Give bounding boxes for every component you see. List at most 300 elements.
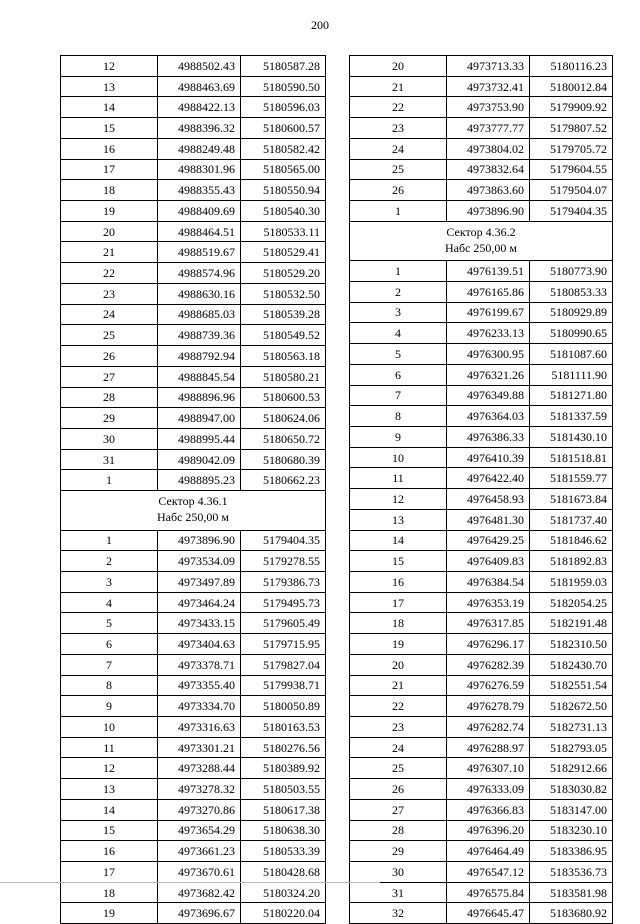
coordinate-row [61, 97, 326, 118]
x-coordinate: 4973278.32 [158, 779, 241, 800]
point-number: 20 [61, 221, 158, 242]
point-number: 10 [61, 717, 158, 738]
coordinate-row [350, 447, 613, 468]
section-depth: Набс 250,00 м [444, 240, 518, 255]
x-coordinate: 4973270.86 [158, 799, 241, 820]
x-coordinate: 4988463.69 [158, 76, 241, 97]
coordinate-row [350, 138, 613, 159]
x-coordinate: 4976278.79 [447, 696, 530, 717]
y-coordinate: 5181430.10 [530, 426, 613, 447]
coordinate-row [350, 261, 613, 282]
point-number: 12 [61, 758, 158, 779]
point-number: 7 [61, 654, 158, 675]
y-coordinate: 5183230.10 [530, 820, 613, 841]
coordinate-row [61, 346, 326, 367]
y-coordinate: 5179827.04 [241, 654, 326, 675]
y-coordinate: 5180533.39 [241, 841, 326, 862]
x-coordinate: 4973777.77 [447, 118, 530, 139]
x-coordinate: 4973334.70 [158, 696, 241, 717]
x-coordinate: 4988792.94 [158, 346, 241, 367]
coordinate-row [61, 138, 326, 159]
x-coordinate: 4973288.44 [158, 758, 241, 779]
point-number: 14 [61, 799, 158, 820]
point-number: 20 [350, 56, 447, 77]
x-coordinate: 4988502.43 [158, 56, 241, 77]
x-coordinate: 4976410.39 [447, 447, 530, 468]
x-coordinate: 4976386.33 [447, 426, 530, 447]
point-number: 25 [61, 325, 158, 346]
y-coordinate: 5180389.92 [241, 758, 326, 779]
point-number: 5 [350, 344, 447, 365]
coordinate-row [61, 592, 326, 613]
x-coordinate: 4988947.00 [158, 408, 241, 429]
x-coordinate: 4976547.12 [447, 862, 530, 883]
x-coordinate: 4973682.42 [158, 882, 241, 903]
x-coordinate: 4976282.74 [447, 717, 530, 738]
y-coordinate: 5181518.81 [530, 447, 613, 468]
x-coordinate: 4973670.61 [158, 862, 241, 883]
x-coordinate: 4973378.71 [158, 654, 241, 675]
x-coordinate: 4988630.16 [158, 283, 241, 304]
section-header [350, 221, 613, 260]
point-number: 3 [61, 571, 158, 592]
x-coordinate: 4973497.89 [158, 571, 241, 592]
y-coordinate: 5179605.49 [241, 613, 326, 634]
y-coordinate: 5179504.07 [530, 180, 613, 201]
y-coordinate: 5182191.48 [530, 613, 613, 634]
y-coordinate: 5180163.53 [241, 717, 326, 738]
left-coordinates-table [60, 55, 326, 924]
x-coordinate: 4976139.51 [447, 261, 530, 282]
y-coordinate: 5180582.42 [241, 138, 326, 159]
point-number: 1 [61, 470, 158, 491]
x-coordinate: 4976333.09 [447, 779, 530, 800]
point-number: 14 [350, 530, 447, 551]
point-number: 24 [350, 737, 447, 758]
y-coordinate: 5181846.62 [530, 530, 613, 551]
coordinate-row [61, 118, 326, 139]
point-number: 30 [350, 862, 447, 883]
coordinate-row [61, 408, 326, 429]
y-coordinate: 5182672.50 [530, 696, 613, 717]
coordinate-row [350, 903, 613, 924]
y-coordinate: 5179404.35 [530, 201, 613, 222]
coordinate-row [350, 530, 613, 551]
coordinate-row [350, 159, 613, 180]
point-number: 25 [350, 159, 447, 180]
point-number: 30 [61, 428, 158, 449]
x-coordinate: 4976233.13 [447, 323, 530, 344]
y-coordinate: 5180650.72 [241, 428, 326, 449]
coordinate-row [61, 366, 326, 387]
y-coordinate: 5179715.95 [241, 634, 326, 655]
coordinate-row [350, 180, 613, 201]
point-number: 13 [350, 509, 447, 530]
x-coordinate: 4976282.39 [447, 654, 530, 675]
point-number: 2 [61, 551, 158, 572]
y-coordinate: 5179705.72 [530, 138, 613, 159]
coordinate-row [61, 799, 326, 820]
point-number: 27 [350, 799, 447, 820]
x-coordinate: 4976276.59 [447, 675, 530, 696]
coordinate-row [350, 758, 613, 779]
coordinate-row [61, 180, 326, 201]
x-coordinate: 4976300.95 [447, 344, 530, 365]
point-number: 16 [61, 138, 158, 159]
coordinate-row [350, 468, 613, 489]
x-coordinate: 4976321.26 [447, 364, 530, 385]
x-coordinate: 4976575.84 [447, 882, 530, 903]
right-coordinates-table [349, 55, 613, 924]
coordinate-row [61, 221, 326, 242]
y-coordinate: 5180565.00 [241, 159, 326, 180]
coordinate-row [350, 323, 613, 344]
x-coordinate: 4976317.85 [447, 613, 530, 634]
x-coordinate: 4988519.67 [158, 242, 241, 263]
section-depth: Набс 250,00 м [156, 510, 230, 525]
point-number: 23 [61, 283, 158, 304]
point-number: 1 [61, 530, 158, 551]
point-number: 6 [61, 634, 158, 655]
point-number: 4 [350, 323, 447, 344]
coordinate-row [61, 56, 326, 77]
x-coordinate: 4973433.15 [158, 613, 241, 634]
point-number: 19 [61, 903, 158, 924]
coordinate-row [61, 758, 326, 779]
coordinate-row [61, 903, 326, 924]
x-coordinate: 4989042.09 [158, 449, 241, 470]
y-coordinate: 5183536.73 [530, 862, 613, 883]
x-coordinate: 4988355.43 [158, 180, 241, 201]
y-coordinate: 5180529.20 [241, 263, 326, 284]
y-coordinate: 5181087.60 [530, 344, 613, 365]
coordinate-row [61, 862, 326, 883]
point-number: 9 [350, 426, 447, 447]
point-number: 18 [61, 180, 158, 201]
point-number: 15 [61, 820, 158, 841]
x-coordinate: 4988422.13 [158, 97, 241, 118]
y-coordinate: 5181559.77 [530, 468, 613, 489]
coordinate-row [350, 406, 613, 427]
x-coordinate: 4976366.83 [447, 799, 530, 820]
x-coordinate: 4976288.97 [447, 737, 530, 758]
point-number: 3 [350, 302, 447, 323]
x-coordinate: 4976384.54 [447, 571, 530, 592]
coordinate-row [61, 387, 326, 408]
y-coordinate: 5181892.83 [530, 551, 613, 572]
coordinate-row [350, 56, 613, 77]
point-number: 21 [350, 675, 447, 696]
point-number: 16 [61, 841, 158, 862]
y-coordinate: 5180220.04 [241, 903, 326, 924]
point-number: 6 [350, 364, 447, 385]
x-coordinate: 4973696.67 [158, 903, 241, 924]
point-number: 26 [350, 779, 447, 800]
x-coordinate: 4976481.30 [447, 509, 530, 530]
section-header-row [350, 221, 613, 260]
point-number: 1 [350, 201, 447, 222]
y-coordinate: 5180529.41 [241, 242, 326, 263]
coordinate-row [350, 551, 613, 572]
y-coordinate: 5180773.90 [530, 261, 613, 282]
coordinate-row [61, 242, 326, 263]
point-number: 13 [61, 76, 158, 97]
y-coordinate: 5179604.55 [530, 159, 613, 180]
point-number: 17 [61, 159, 158, 180]
point-number: 22 [350, 97, 447, 118]
x-coordinate: 4973301.21 [158, 737, 241, 758]
x-coordinate: 4988249.48 [158, 138, 241, 159]
point-number: 22 [350, 696, 447, 717]
coordinate-row [61, 717, 326, 738]
y-coordinate: 5180324.20 [241, 882, 326, 903]
y-coordinate: 5180617.38 [241, 799, 326, 820]
point-number: 25 [350, 758, 447, 779]
y-coordinate: 5182793.05 [530, 737, 613, 758]
y-coordinate: 5180600.57 [241, 118, 326, 139]
footer-rule [0, 882, 380, 883]
coordinate-row [61, 675, 326, 696]
x-coordinate: 4973713.33 [447, 56, 530, 77]
coordinate-row [350, 489, 613, 510]
y-coordinate: 5181271.80 [530, 385, 613, 406]
point-number: 21 [350, 76, 447, 97]
y-coordinate: 5180662.23 [241, 470, 326, 491]
coordinate-row [61, 76, 326, 97]
y-coordinate: 5180590.50 [241, 76, 326, 97]
x-coordinate: 4976458.93 [447, 489, 530, 510]
point-number: 29 [350, 841, 447, 862]
coordinate-row [350, 841, 613, 862]
point-number: 17 [61, 862, 158, 883]
y-coordinate: 5181673.84 [530, 489, 613, 510]
coordinate-row [61, 530, 326, 551]
coordinate-row [350, 862, 613, 883]
point-number: 19 [61, 201, 158, 222]
point-number: 16 [350, 571, 447, 592]
coordinate-row [61, 613, 326, 634]
x-coordinate: 4973863.60 [447, 180, 530, 201]
y-coordinate: 5180503.55 [241, 779, 326, 800]
x-coordinate: 4976364.03 [447, 406, 530, 427]
coordinate-row [350, 426, 613, 447]
coordinate-row [61, 841, 326, 862]
coordinate-row [61, 634, 326, 655]
y-coordinate: 5183386.95 [530, 841, 613, 862]
y-coordinate: 5180563.18 [241, 346, 326, 367]
coordinate-row [61, 470, 326, 491]
x-coordinate: 4988464.51 [158, 221, 241, 242]
y-coordinate: 5180600.53 [241, 387, 326, 408]
x-coordinate: 4988301.96 [158, 159, 241, 180]
y-coordinate: 5182731.13 [530, 717, 613, 738]
coordinate-row [61, 159, 326, 180]
coordinate-row [61, 551, 326, 572]
y-coordinate: 5180680.39 [241, 449, 326, 470]
coordinate-row [61, 428, 326, 449]
coordinate-row [350, 344, 613, 365]
y-coordinate: 5180580.21 [241, 366, 326, 387]
x-coordinate: 4988895.23 [158, 470, 241, 491]
point-number: 1 [350, 261, 447, 282]
x-coordinate: 4973355.40 [158, 675, 241, 696]
y-coordinate: 5180587.28 [241, 56, 326, 77]
x-coordinate: 4988896.96 [158, 387, 241, 408]
x-coordinate: 4976464.49 [447, 841, 530, 862]
point-number: 22 [61, 263, 158, 284]
x-coordinate: 4973896.90 [158, 530, 241, 551]
coordinate-row [61, 449, 326, 470]
point-number: 28 [61, 387, 158, 408]
x-coordinate: 4973804.02 [447, 138, 530, 159]
section-title: Сектор 4.36.2 [446, 224, 516, 239]
coordinate-row [61, 654, 326, 675]
coordinate-row [61, 201, 326, 222]
coordinate-row [61, 283, 326, 304]
coordinate-row [61, 571, 326, 592]
coordinate-row [350, 201, 613, 222]
y-coordinate: 5180533.11 [241, 221, 326, 242]
point-number: 14 [61, 97, 158, 118]
x-coordinate: 4976353.19 [447, 592, 530, 613]
point-number: 2 [350, 281, 447, 302]
y-coordinate: 5180550.94 [241, 180, 326, 201]
point-number: 18 [350, 613, 447, 634]
y-coordinate: 5180050.89 [241, 696, 326, 717]
point-number: 4 [61, 592, 158, 613]
section-header-row [61, 491, 326, 530]
y-coordinate: 5180276.56 [241, 737, 326, 758]
y-coordinate: 5180012.84 [530, 76, 613, 97]
x-coordinate: 4976645.47 [447, 903, 530, 924]
coordinate-row [350, 592, 613, 613]
y-coordinate: 5179909.92 [530, 97, 613, 118]
coordinate-row [61, 820, 326, 841]
coordinate-row [350, 675, 613, 696]
x-coordinate: 4976429.25 [447, 530, 530, 551]
y-coordinate: 5180540.30 [241, 201, 326, 222]
point-number: 10 [350, 447, 447, 468]
y-coordinate: 5180428.68 [241, 862, 326, 883]
point-number: 26 [61, 346, 158, 367]
coordinate-row [350, 799, 613, 820]
y-coordinate: 5183680.92 [530, 903, 613, 924]
y-coordinate: 5180539.28 [241, 304, 326, 325]
x-coordinate: 4988995.44 [158, 428, 241, 449]
point-number: 11 [350, 468, 447, 489]
y-coordinate: 5180532.50 [241, 283, 326, 304]
point-number: 29 [61, 408, 158, 429]
coordinate-row [61, 325, 326, 346]
y-coordinate: 5180929.89 [530, 302, 613, 323]
x-coordinate: 4976409.83 [447, 551, 530, 572]
point-number: 12 [61, 56, 158, 77]
coordinate-row [350, 76, 613, 97]
y-coordinate: 5182912.66 [530, 758, 613, 779]
point-number: 17 [350, 592, 447, 613]
y-coordinate: 5180624.06 [241, 408, 326, 429]
y-coordinate: 5179278.55 [241, 551, 326, 572]
y-coordinate: 5180116.23 [530, 56, 613, 77]
x-coordinate: 4988574.96 [158, 263, 241, 284]
y-coordinate: 5180596.03 [241, 97, 326, 118]
x-coordinate: 4973753.90 [447, 97, 530, 118]
point-number: 12 [350, 489, 447, 510]
x-coordinate: 4973534.09 [158, 551, 241, 572]
x-coordinate: 4973896.90 [447, 201, 530, 222]
x-coordinate: 4973404.63 [158, 634, 241, 655]
y-coordinate: 5179807.52 [530, 118, 613, 139]
coordinate-row [350, 118, 613, 139]
coordinate-row [61, 779, 326, 800]
x-coordinate: 4973832.64 [447, 159, 530, 180]
x-coordinate: 4988409.69 [158, 201, 241, 222]
point-number: 24 [61, 304, 158, 325]
x-coordinate: 4976396.20 [447, 820, 530, 841]
coordinate-row [61, 304, 326, 325]
x-coordinate: 4976422.40 [447, 468, 530, 489]
y-coordinate: 5179495.73 [241, 592, 326, 613]
point-number: 28 [350, 820, 447, 841]
x-coordinate: 4976165.86 [447, 281, 530, 302]
coordinate-row [350, 654, 613, 675]
point-number: 23 [350, 118, 447, 139]
point-number: 8 [350, 406, 447, 427]
coordinate-row [61, 696, 326, 717]
coordinate-row [350, 737, 613, 758]
point-number: 5 [61, 613, 158, 634]
point-number: 11 [61, 737, 158, 758]
point-number: 19 [350, 634, 447, 655]
point-number: 24 [350, 138, 447, 159]
y-coordinate: 5179938.71 [241, 675, 326, 696]
point-number: 23 [350, 717, 447, 738]
x-coordinate: 4976349.88 [447, 385, 530, 406]
y-coordinate: 5181111.90 [530, 364, 613, 385]
point-number: 9 [61, 696, 158, 717]
y-coordinate: 5181737.40 [530, 509, 613, 530]
point-number: 31 [61, 449, 158, 470]
coordinate-row [350, 571, 613, 592]
x-coordinate: 4988845.54 [158, 366, 241, 387]
y-coordinate: 5182430.70 [530, 654, 613, 675]
y-coordinate: 5182310.50 [530, 634, 613, 655]
coordinate-row [350, 779, 613, 800]
point-number: 32 [350, 903, 447, 924]
coordinate-row [350, 509, 613, 530]
x-coordinate: 4976307.10 [447, 758, 530, 779]
x-coordinate: 4973464.24 [158, 592, 241, 613]
y-coordinate: 5180853.33 [530, 281, 613, 302]
point-number: 15 [350, 551, 447, 572]
y-coordinate: 5181959.03 [530, 571, 613, 592]
y-coordinate: 5180549.52 [241, 325, 326, 346]
coordinate-row [350, 717, 613, 738]
x-coordinate: 4973661.23 [158, 841, 241, 862]
coordinate-row [61, 737, 326, 758]
y-coordinate: 5183147.00 [530, 799, 613, 820]
y-coordinate: 5180990.65 [530, 323, 613, 344]
x-coordinate: 4973654.29 [158, 820, 241, 841]
x-coordinate: 4988739.36 [158, 325, 241, 346]
x-coordinate: 4976199.67 [447, 302, 530, 323]
coordinate-row [350, 820, 613, 841]
x-coordinate: 4973732.41 [447, 76, 530, 97]
x-coordinate: 4973316.63 [158, 717, 241, 738]
point-number: 13 [61, 779, 158, 800]
y-coordinate: 5179386.73 [241, 571, 326, 592]
y-coordinate: 5180638.30 [241, 820, 326, 841]
